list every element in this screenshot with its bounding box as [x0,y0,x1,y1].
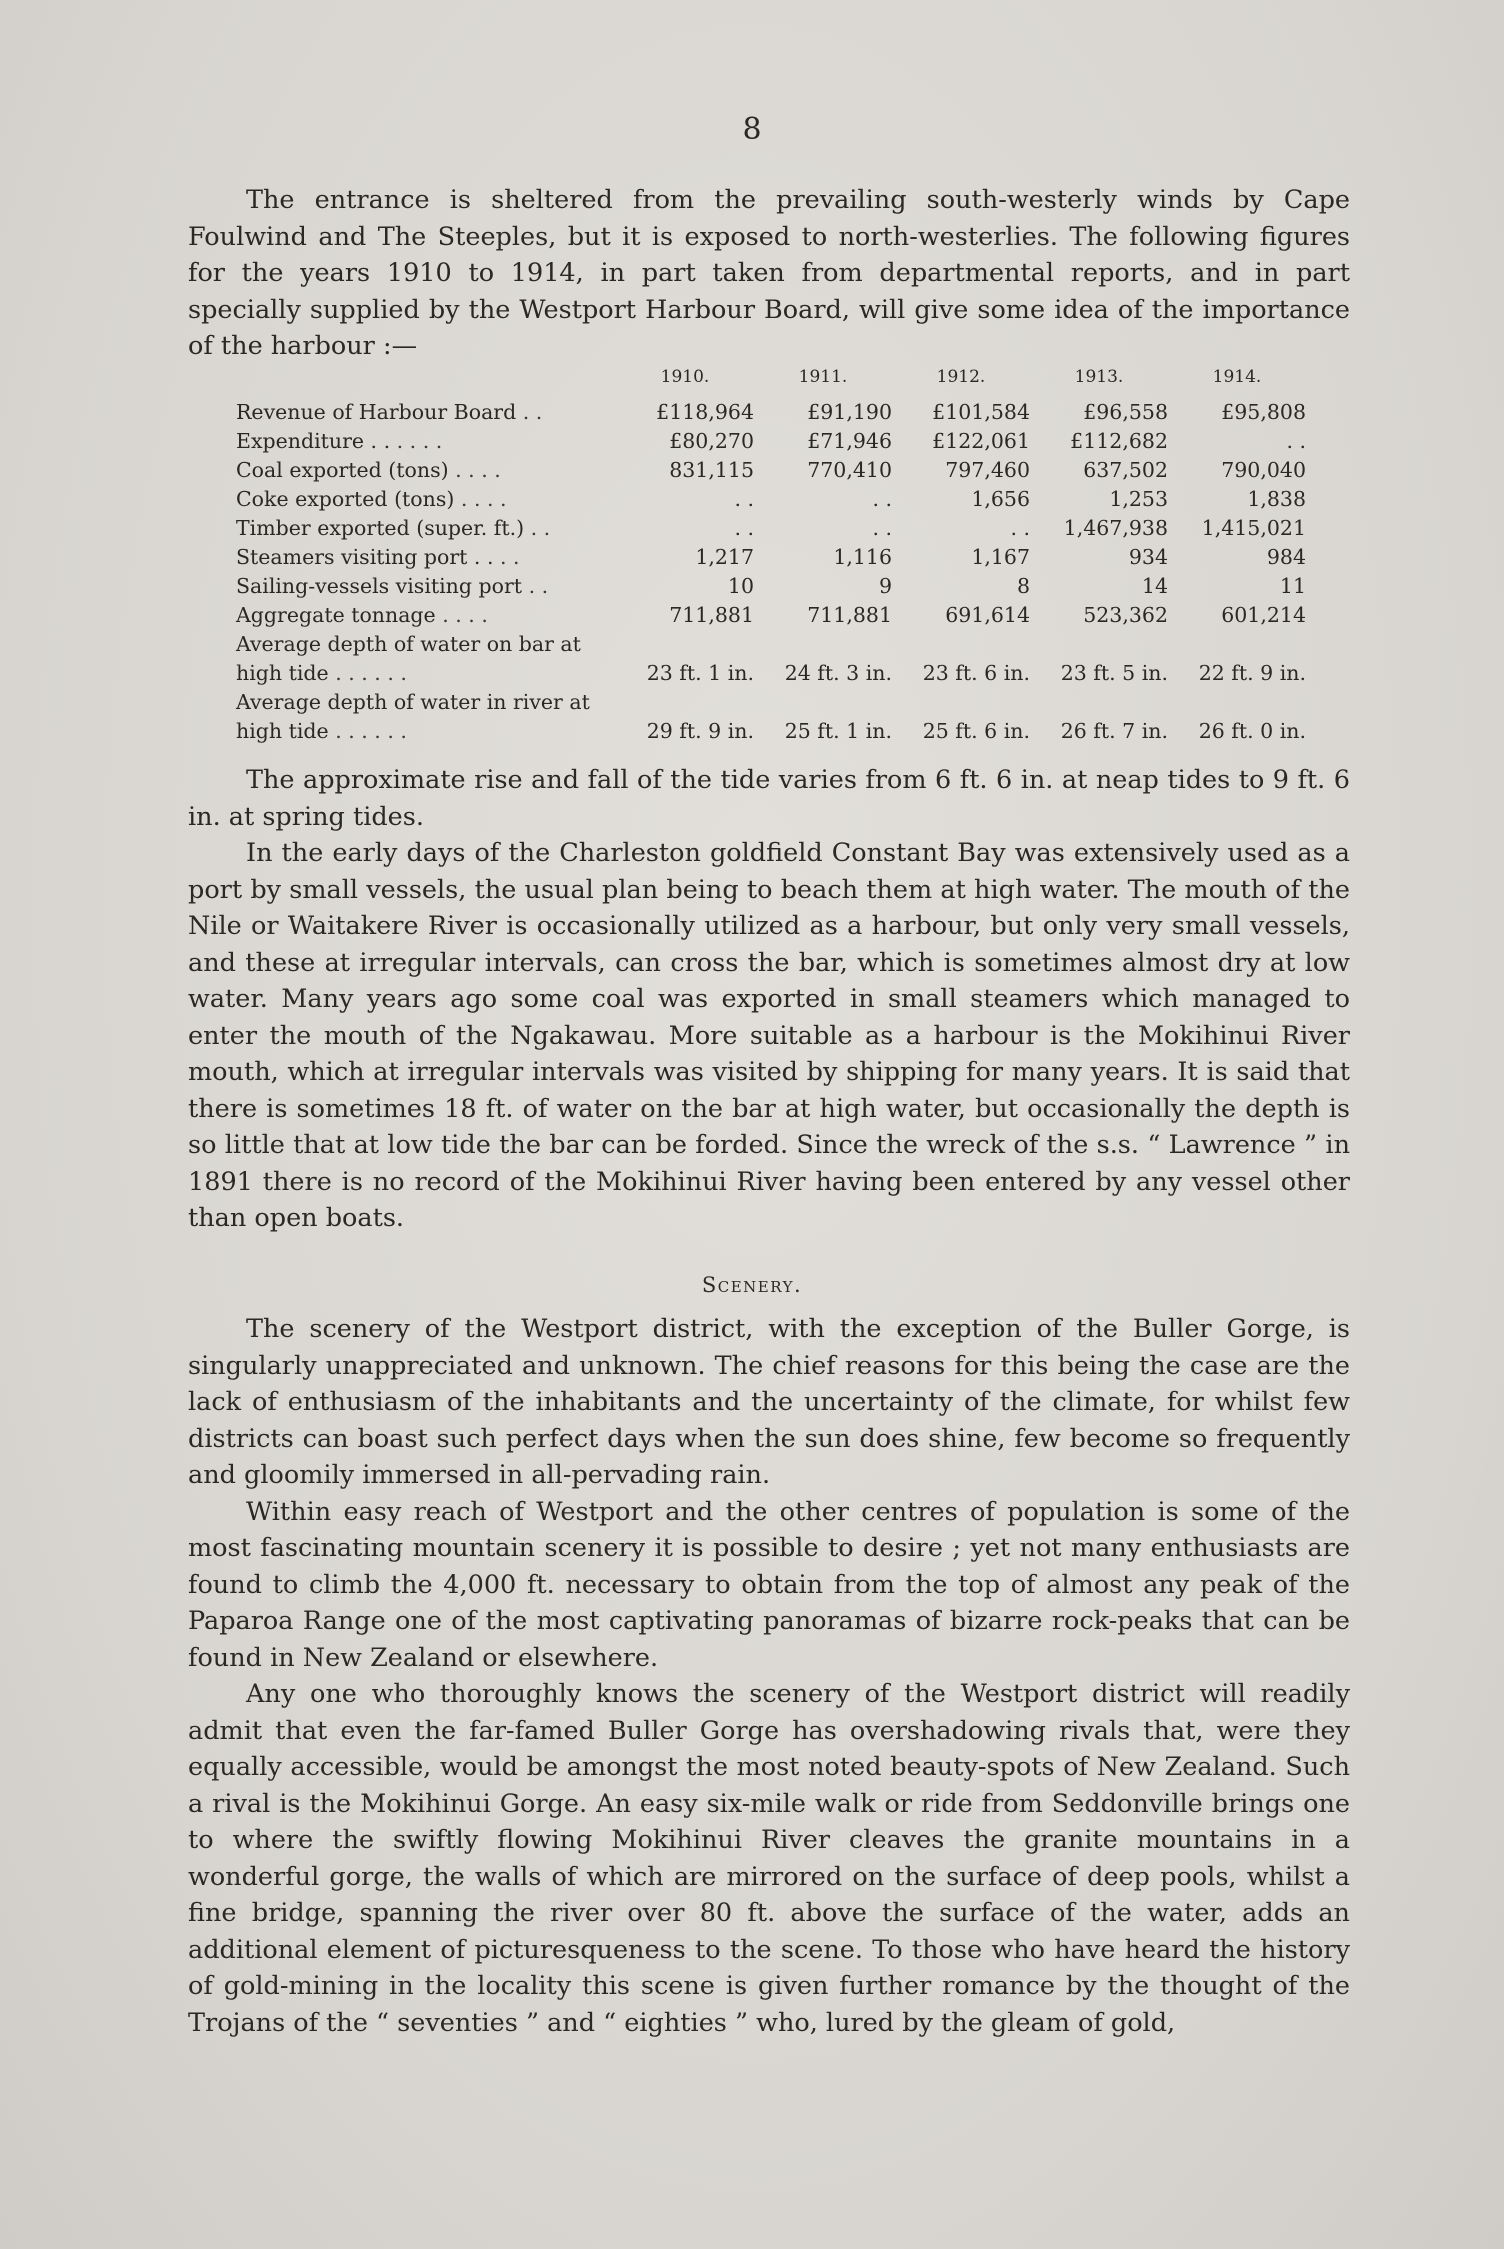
year-header: 1910. [660,367,710,387]
row-label: Timber exported (super. ft.) [236,516,525,540]
harbour-statistics-table [236,363,1306,746]
table-cell: £91,190 [807,400,892,424]
table-cell: . . [872,516,892,540]
table-cell: 25 ft. 6 in. [922,719,1030,743]
section-heading: Scenery. [701,1273,803,1297]
table-header-row [236,363,1306,398]
year-header: 1913. [1074,367,1124,387]
row-label: Revenue of Harbour Board [236,400,517,424]
row-label-cell [236,572,616,601]
row-label-cell [236,427,616,456]
table-cell: 691,614 [945,603,1030,627]
row-label-cell [236,717,616,746]
table-cell: 1,467,938 [1063,516,1168,540]
table-cell: £118,964 [656,400,754,424]
table-cell: . . [734,516,754,540]
table-cell: £101,584 [932,400,1030,424]
table-row [236,456,1306,485]
intro-text [188,182,1350,365]
row-label-cell [236,688,1306,717]
dot-leader: . . . . [396,429,443,453]
table-cell: 22 ft. 9 in. [1198,661,1306,685]
row-label-cell [236,485,616,514]
year-header: 1914. [1212,367,1262,387]
table-row [236,485,1306,514]
scenery-paragraph: Within easy reach of Westport and the other centres of population is some of the most fascinating mountain scenery it is possible to desire ; yet not many enthusiasts are found to climb the 4,000 ft. necessary to obtain from the top of almost any peak of the Paparoa Range one of the most captivating panoramas of bizarre rock-peaks that can be found in New Zealand or elsewhere. [188,1496,1350,1673]
table-cell: 11 [1279,574,1306,598]
table-cell: . . [1286,429,1306,453]
intro-paragraph: The entrance is sheltered from the prevailing south-westerly winds by Cape Foulwind and The Steeples, but it is exposed to north-westerlies. The following figures for the years 1910 to 1914, in part taken from departmental reports, and in part specially supplied by the Westport Harbour Board, will give some idea of the importance of the harbour :— [188,185,1350,361]
table-cell: . . [1010,516,1030,540]
row-label-cell [236,659,616,688]
scenery-paragraph: Any one who thoroughly knows the scenery of the Westport district will readily admit that even the far-famed Buller Gorge has overshadowing rivals that, were they equally accessible, would be amongst the most noted beauty-spots of New Zealand. Such a rival is the Mokihinui Gorge. An easy six-mile walk or ride from Seddonville brings one to where the swiftly flowing Mokihinui River cleaves the granite mountains in a wonderful gorge, the walls of which are mirrored on the surface of deep pools, whilst a fine bridge, spanning the river over 80 ft. above the surface of the water, adds an additional element of picturesqueness to the scene. To those who have heard the history of gold-mining in the locality this scene is given further romance by the thought of the Trojans of the “ seventies ” and “ eighties ” who, lured by the gleam of gold, [188,1679,1350,2038]
row-label: Average depth of water in river at [236,690,590,714]
table-row [236,572,1306,601]
table-cell: 1,838 [1247,487,1306,511]
table-cell: £80,270 [669,429,754,453]
table-cell: 797,460 [945,458,1030,482]
table-row [236,717,1306,746]
table-cell: 25 ft. 1 in. [784,719,892,743]
year-header: 1911. [798,367,848,387]
table-row [236,601,1306,630]
scenery-section [188,1311,1350,2041]
table-cell: £112,682 [1070,429,1168,453]
row-label-cell [236,543,616,572]
dot-leader: . . . . [442,603,488,627]
table-row [236,398,1306,427]
dot-leader: . . . . . . [335,661,407,685]
row-label: Sailing-vessels visiting port [236,574,523,598]
table-cell: £122,061 [932,429,1030,453]
row-label-cell [236,456,616,485]
table-cell: 1,253 [1109,487,1168,511]
table-cell: 14 [1141,574,1168,598]
table-cell: 1,656 [971,487,1030,511]
table-cell: 26 ft. 7 in. [1060,719,1168,743]
table-row [236,427,1306,456]
harbour-notes [188,762,1350,1237]
table-cell: 523,362 [1083,603,1168,627]
table-cell: 1,217 [695,545,754,569]
dot-leader: . . . . . . [335,719,407,743]
table-cell: 23 ft. 1 in. [646,661,754,685]
table-cell: 984 [1266,545,1306,569]
scenery-paragraph: The scenery of the Westport district, with the exception of the Buller Gorge, is singularly unappreciated and unknown. The chief reasons for this being the case are the lack of enthusiasm of the inhabitants and the uncertainty of the climate, for whilst few districts can boast such perfect days when the sun does shine, few become so frequently and gloomily immersed in all-pervading rain. [188,1314,1350,1490]
table-cell: 26 ft. 0 in. [1198,719,1306,743]
row-label-cell [236,514,616,543]
table-cell: 637,502 [1083,458,1168,482]
table-cell: 770,410 [807,458,892,482]
row-label: Steamers visiting port . . [236,545,494,569]
table-cell: 1,116 [833,545,892,569]
page-number: 8 [742,112,762,147]
table-cell: £95,808 [1221,400,1306,424]
table-row [236,543,1306,572]
table-cell: 1,167 [971,545,1030,569]
table-cell: £71,946 [807,429,892,453]
table-cell: 934 [1128,545,1168,569]
row-label: Aggregate tonnage [236,603,436,627]
table-cell: 23 ft. 5 in. [1060,661,1168,685]
table-cell: 8 [1016,574,1030,598]
row-label: Average depth of water on bar at [236,632,581,656]
row-label-cell [236,398,616,427]
table-cell: 790,040 [1221,458,1306,482]
table-row [236,688,1306,717]
table-cell: . . [872,487,892,511]
dot-leader: . . [530,516,551,540]
ports-paragraph: In the early days of the Charleston goldfield Constant Bay was extensively used as a port by small vessels, the usual plan being to beach them at high water. The mouth of the Nile or Waitakere River is occasionally utilized as a harbour, but only very small vessels, and these at irregular intervals, can cross the bar, which is sometimes almost dry at low water. Many years ago some coal was exported in small steamers which managed to enter the mouth of the Ngakawau. More suitable as a harbour is the Mokihinui River mouth, which at irregular intervals was visited by shipping for many years. It is said that there is sometimes 18 ft. of water on the bar at high water, but occasionally the depth is so little that at low tide the bar can be forded. Since the wreck of the s.s. “ Lawrence ” in 1891 there is no record of the Mokihinui River having been entered by any vessel other than open boats. [188,838,1350,1233]
table-row [236,630,1306,659]
row-label-cell [236,601,616,630]
row-label: Expenditure . . [236,429,391,453]
table-cell: . . [734,487,754,511]
table-row [236,659,1306,688]
table-cell: 1,415,021 [1201,516,1306,540]
table-header-label [236,363,616,398]
table-cell: 29 ft. 9 in. [646,719,754,743]
dot-leader: . . [500,545,520,569]
table-cell: 9 [878,574,892,598]
year-header: 1912. [936,367,986,387]
dot-leader: . . . . [460,487,507,511]
dot-leader: . . [528,574,549,598]
row-label: high tide [236,661,329,685]
table-cell: 711,881 [807,603,892,627]
table-cell: 711,881 [669,603,754,627]
row-label-cell [236,630,1306,659]
tide-paragraph: The approximate rise and fall of the tide varies from 6 ft. 6 in. at neap tides to 9 ft. 6 in. at spring tides. [188,765,1350,832]
table-row [236,514,1306,543]
table-cell: 831,115 [669,458,754,482]
dot-leader: . . [522,400,543,424]
table-cell: 601,214 [1221,603,1306,627]
row-label: Coke exported (tons) [236,487,455,511]
row-label: high tide [236,719,329,743]
table-cell: 23 ft. 6 in. [922,661,1030,685]
table-cell: 10 [727,574,754,598]
table-cell: £96,558 [1083,400,1168,424]
table-cell: 24 ft. 3 in. [784,661,892,685]
scenery-heading-wrap [0,1267,1504,1303]
row-label: Coal exported (tons) [236,458,449,482]
dot-leader: . . . . [455,458,501,482]
